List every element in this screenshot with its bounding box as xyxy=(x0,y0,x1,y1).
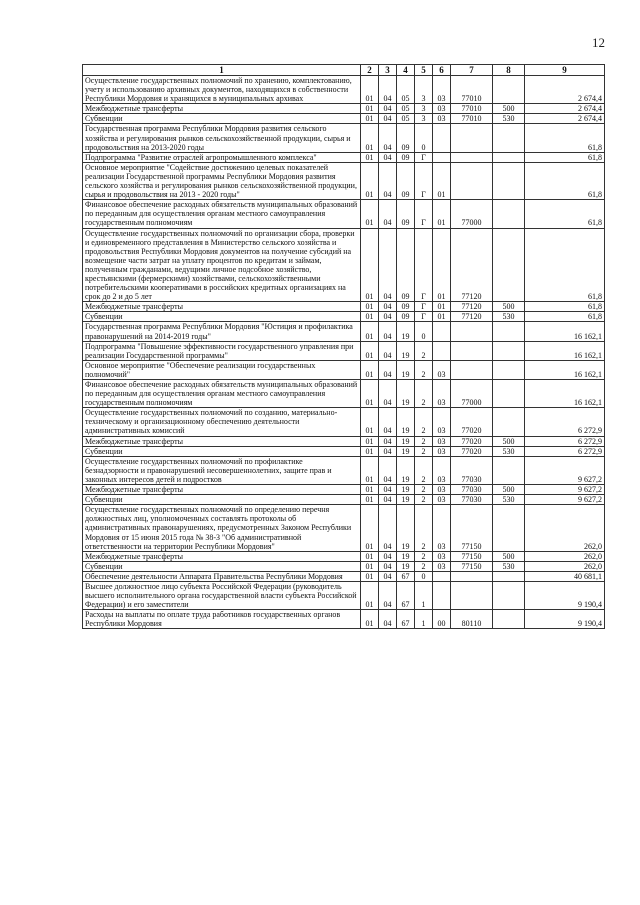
program-cell: 67 xyxy=(397,571,415,581)
amount-cell: 6 272,9 xyxy=(525,408,605,436)
amount-cell: 61,8 xyxy=(525,302,605,312)
expense-type-cell: 500 xyxy=(493,551,525,561)
amount-cell: 9 190,4 xyxy=(525,610,605,629)
subsection-cell: 04 xyxy=(379,436,397,446)
table-row xyxy=(83,408,605,436)
table-row xyxy=(83,152,605,162)
table-row xyxy=(83,228,605,302)
subsection-cell: 04 xyxy=(379,485,397,495)
direction-cell xyxy=(451,152,493,162)
name-cell: Межбюджетные трансферты xyxy=(83,302,361,312)
expense-type-cell: 500 xyxy=(493,436,525,446)
expense-type-cell: 500 xyxy=(493,302,525,312)
direction-cell: 77120 xyxy=(451,228,493,302)
subsection-cell: 04 xyxy=(379,360,397,379)
name-cell: Подпрограмма "Повышение эффективности государственного управления при реализации Государственной программы" xyxy=(83,341,361,360)
program-cell: 19 xyxy=(397,485,415,495)
direction-cell: 77120 xyxy=(451,302,493,312)
event-cell xyxy=(433,322,451,341)
program-cell: 67 xyxy=(397,610,415,629)
expense-type-cell xyxy=(493,76,525,104)
name-cell: Субвенции xyxy=(83,561,361,571)
name-cell: Субвенции xyxy=(83,446,361,456)
subprogram-cell: 2 xyxy=(415,456,433,484)
expense-type-cell xyxy=(493,456,525,484)
header-cell: 9 xyxy=(525,65,605,76)
direction-cell xyxy=(451,322,493,341)
table-row xyxy=(83,360,605,379)
table-row xyxy=(83,581,605,609)
subprogram-cell: Г xyxy=(415,228,433,302)
section-cell: 01 xyxy=(361,380,379,408)
subsection-cell: 04 xyxy=(379,312,397,322)
subsection-cell: 04 xyxy=(379,341,397,360)
event-cell: 03 xyxy=(433,114,451,124)
event-cell: 01 xyxy=(433,228,451,302)
expense-type-cell xyxy=(493,360,525,379)
subsection-cell: 04 xyxy=(379,551,397,561)
amount-cell: 61,8 xyxy=(525,312,605,322)
amount-cell: 262,0 xyxy=(525,551,605,561)
program-cell: 19 xyxy=(397,436,415,446)
event-cell: 03 xyxy=(433,485,451,495)
table-row xyxy=(83,571,605,581)
name-cell: Осуществление государственных полномочий по хранению, комплектованию, учету и использованию архивных документов, находящихся в собственности Республики Мордовия и хранящихся в муниципальных архивах xyxy=(83,76,361,104)
budget-table xyxy=(82,64,605,629)
program-cell: 67 xyxy=(397,581,415,609)
program-cell: 19 xyxy=(397,360,415,379)
name-cell: Межбюджетные трансферты xyxy=(83,436,361,446)
section-cell: 01 xyxy=(361,581,379,609)
section-cell: 01 xyxy=(361,312,379,322)
amount-cell: 2 674,4 xyxy=(525,114,605,124)
amount-cell: 61,8 xyxy=(525,228,605,302)
expense-type-cell: 530 xyxy=(493,561,525,571)
program-cell: 09 xyxy=(397,152,415,162)
subprogram-cell: Г xyxy=(415,162,433,199)
expense-type-cell: 530 xyxy=(493,312,525,322)
subsection-cell: 04 xyxy=(379,302,397,312)
table-row xyxy=(83,322,605,341)
header-cell: 6 xyxy=(433,65,451,76)
expense-type-cell xyxy=(493,380,525,408)
name-cell: Высшее должностное лицо субъекта Российской Федерации (руководитель высшего исполнительного органа государственной власти субъекта Российской Федерации) и его заместители xyxy=(83,581,361,609)
name-cell: Финансовое обеспечение расходных обязательств муниципальных образований по переданным для осуществления органам местного самоуправления государственным полномочиям xyxy=(83,200,361,228)
section-cell: 01 xyxy=(361,551,379,561)
subprogram-cell: 2 xyxy=(415,436,433,446)
amount-cell: 16 162,1 xyxy=(525,380,605,408)
subprogram-cell: 2 xyxy=(415,495,433,505)
subsection-cell: 04 xyxy=(379,408,397,436)
amount-cell: 40 681,1 xyxy=(525,571,605,581)
expense-type-cell: 530 xyxy=(493,446,525,456)
direction-cell xyxy=(451,124,493,152)
expense-type-cell: 500 xyxy=(493,104,525,114)
direction-cell: 77010 xyxy=(451,114,493,124)
header-cell: 1 xyxy=(83,65,361,76)
table-row xyxy=(83,456,605,484)
subsection-cell: 04 xyxy=(379,104,397,114)
direction-cell: 77020 xyxy=(451,436,493,446)
program-cell: 19 xyxy=(397,456,415,484)
table-row xyxy=(83,380,605,408)
section-cell: 01 xyxy=(361,408,379,436)
amount-cell: 2 674,4 xyxy=(525,104,605,114)
expense-type-cell xyxy=(493,581,525,609)
direction-cell xyxy=(451,162,493,199)
subprogram-cell: 3 xyxy=(415,104,433,114)
name-cell: Осуществление государственных полномочий по определению перечня должностных лиц, уполномоченных составлять протоколы об административных правонарушениях, предусмотренных Законом Республики Мордовия от 15 июня 2015 года № 38-З "Об административной ответственности на территории Республики Мордовия" xyxy=(83,505,361,551)
name-cell: Межбюджетные трансферты xyxy=(83,104,361,114)
program-cell: 09 xyxy=(397,200,415,228)
subsection-cell: 04 xyxy=(379,581,397,609)
event-cell: 03 xyxy=(433,104,451,114)
expense-type-cell: 500 xyxy=(493,485,525,495)
expense-type-cell: 530 xyxy=(493,114,525,124)
expense-type-cell xyxy=(493,162,525,199)
program-cell: 19 xyxy=(397,446,415,456)
event-cell xyxy=(433,581,451,609)
subsection-cell: 04 xyxy=(379,495,397,505)
direction-cell: 77150 xyxy=(451,551,493,561)
amount-cell: 9 627,2 xyxy=(525,495,605,505)
event-cell xyxy=(433,152,451,162)
subprogram-cell: 2 xyxy=(415,505,433,551)
table-row xyxy=(83,76,605,104)
table-row xyxy=(83,124,605,152)
amount-cell: 9 190,4 xyxy=(525,581,605,609)
section-cell: 01 xyxy=(361,322,379,341)
expense-type-cell: 530 xyxy=(493,495,525,505)
direction-cell: 77030 xyxy=(451,495,493,505)
subprogram-cell: 0 xyxy=(415,571,433,581)
section-cell: 01 xyxy=(361,485,379,495)
subprogram-cell: 2 xyxy=(415,561,433,571)
direction-cell: 77120 xyxy=(451,312,493,322)
section-cell: 01 xyxy=(361,152,379,162)
expense-type-cell xyxy=(493,571,525,581)
name-cell: Государственная программа Республики Мордовия "Юстиция и профилактика правонарушений на 2014-2019 годы" xyxy=(83,322,361,341)
amount-cell: 61,8 xyxy=(525,124,605,152)
program-cell: 09 xyxy=(397,162,415,199)
subprogram-cell: 3 xyxy=(415,114,433,124)
amount-cell: 6 272,9 xyxy=(525,446,605,456)
event-cell: 03 xyxy=(433,495,451,505)
subsection-cell: 04 xyxy=(379,152,397,162)
event-cell: 01 xyxy=(433,162,451,199)
subprogram-cell: 0 xyxy=(415,322,433,341)
amount-cell: 6 272,9 xyxy=(525,436,605,446)
subprogram-cell: Г xyxy=(415,312,433,322)
name-cell: Основное мероприятие "Содействие достижению целевых показателей реализации Государственной программы Республики Мордовия развития сельского хозяйства и регулирования рынков сельскохозяйственной продукции, сырья и продовольствия на 2013 - 2020 годы" xyxy=(83,162,361,199)
program-cell: 19 xyxy=(397,495,415,505)
subsection-cell: 04 xyxy=(379,228,397,302)
program-cell: 05 xyxy=(397,104,415,114)
name-cell: Государственная программа Республики Мордовия развития сельского хозяйства и регулирования рынков сельскохозяйственной продукции, сырья и продовольствия на 2013-2020 годы xyxy=(83,124,361,152)
subprogram-cell: 2 xyxy=(415,408,433,436)
table-row xyxy=(83,104,605,114)
event-cell xyxy=(433,124,451,152)
expense-type-cell xyxy=(493,152,525,162)
name-cell: Подпрограмма "Развитие отраслей агропромышленного комплекса" xyxy=(83,152,361,162)
direction-cell: 77030 xyxy=(451,485,493,495)
section-cell: 01 xyxy=(361,436,379,446)
expense-type-cell xyxy=(493,408,525,436)
section-cell: 01 xyxy=(361,76,379,104)
section-cell: 01 xyxy=(361,360,379,379)
subsection-cell: 04 xyxy=(379,610,397,629)
direction-cell: 80110 xyxy=(451,610,493,629)
expense-type-cell xyxy=(493,505,525,551)
amount-cell: 61,8 xyxy=(525,200,605,228)
header-cell: 7 xyxy=(451,65,493,76)
event-cell: 03 xyxy=(433,408,451,436)
amount-cell: 61,8 xyxy=(525,162,605,199)
table-row xyxy=(83,302,605,312)
program-cell: 05 xyxy=(397,114,415,124)
table-header-row xyxy=(83,65,605,76)
section-cell: 01 xyxy=(361,114,379,124)
subprogram-cell: 2 xyxy=(415,341,433,360)
expense-type-cell xyxy=(493,610,525,629)
program-cell: 19 xyxy=(397,561,415,571)
direction-cell: 77010 xyxy=(451,76,493,104)
event-cell xyxy=(433,341,451,360)
event-cell: 01 xyxy=(433,200,451,228)
section-cell: 01 xyxy=(361,104,379,114)
table-row xyxy=(83,341,605,360)
name-cell: Межбюджетные трансферты xyxy=(83,485,361,495)
amount-cell: 262,0 xyxy=(525,561,605,571)
name-cell: Субвенции xyxy=(83,312,361,322)
name-cell: Субвенции xyxy=(83,114,361,124)
subsection-cell: 04 xyxy=(379,76,397,104)
section-cell: 01 xyxy=(361,571,379,581)
table-row xyxy=(83,561,605,571)
program-cell: 19 xyxy=(397,322,415,341)
event-cell: 01 xyxy=(433,312,451,322)
amount-cell: 2 674,4 xyxy=(525,76,605,104)
name-cell: Основное мероприятие "Обеспечение реализации государственных полномочий" xyxy=(83,360,361,379)
section-cell: 01 xyxy=(361,124,379,152)
subprogram-cell: Г xyxy=(415,200,433,228)
subprogram-cell: 1 xyxy=(415,610,433,629)
direction-cell: 77150 xyxy=(451,561,493,571)
section-cell: 01 xyxy=(361,495,379,505)
subprogram-cell: 2 xyxy=(415,360,433,379)
table-body xyxy=(83,76,605,629)
name-cell: Финансовое обеспечение расходных обязательств муниципальных образований по переданным для осуществления органам местного самоуправления государственным полномочиям xyxy=(83,380,361,408)
section-cell: 01 xyxy=(361,456,379,484)
name-cell: Осуществление государственных полномочий по организации сбора, проверки и единовременного представления в Министерство сельского хозяйства и продовольствия Республики Мордовия документов на получение субсидий на возмещение части затрат на уплату процентов по кредитам и займам, полученным гражданами, ведущими личное подсобное хозяйство, крестьянскими (фермерскими) хозяйствами, сельскохозяйственными потребительскими кооперативами в российских кредитных организациях на срок до 2 и до 5 лет xyxy=(83,228,361,302)
event-cell: 03 xyxy=(433,380,451,408)
section-cell: 01 xyxy=(361,446,379,456)
program-cell: 09 xyxy=(397,228,415,302)
program-cell: 19 xyxy=(397,341,415,360)
subsection-cell: 04 xyxy=(379,162,397,199)
subsection-cell: 04 xyxy=(379,505,397,551)
subsection-cell: 04 xyxy=(379,322,397,341)
program-cell: 09 xyxy=(397,302,415,312)
header-cell: 3 xyxy=(379,65,397,76)
expense-type-cell xyxy=(493,341,525,360)
amount-cell: 9 627,2 xyxy=(525,485,605,495)
table-row xyxy=(83,495,605,505)
subprogram-cell: 2 xyxy=(415,446,433,456)
amount-cell: 262,0 xyxy=(525,505,605,551)
program-cell: 09 xyxy=(397,124,415,152)
subsection-cell: 04 xyxy=(379,124,397,152)
section-cell: 01 xyxy=(361,505,379,551)
program-cell: 05 xyxy=(397,76,415,104)
amount-cell: 9 627,2 xyxy=(525,456,605,484)
table-row xyxy=(83,485,605,495)
subsection-cell: 04 xyxy=(379,571,397,581)
subsection-cell: 04 xyxy=(379,200,397,228)
name-cell: Осуществление государственных полномочий по профилактике безнадзорности и правонарушений несовершеннолетних, защите прав и законных интересов детей и подростков xyxy=(83,456,361,484)
name-cell: Обеспечение деятельности Аппарата Правительства Республики Мордовия xyxy=(83,571,361,581)
section-cell: 01 xyxy=(361,228,379,302)
subsection-cell: 04 xyxy=(379,456,397,484)
event-cell: 03 xyxy=(433,561,451,571)
direction-cell: 77000 xyxy=(451,380,493,408)
subprogram-cell: 3 xyxy=(415,76,433,104)
event-cell: 03 xyxy=(433,505,451,551)
direction-cell xyxy=(451,341,493,360)
header-cell: 5 xyxy=(415,65,433,76)
section-cell: 01 xyxy=(361,561,379,571)
name-cell: Субвенции xyxy=(83,495,361,505)
direction-cell xyxy=(451,571,493,581)
event-cell: 03 xyxy=(433,360,451,379)
expense-type-cell xyxy=(493,200,525,228)
subprogram-cell: 2 xyxy=(415,485,433,495)
table-row xyxy=(83,162,605,199)
program-cell: 19 xyxy=(397,551,415,561)
section-cell: 01 xyxy=(361,302,379,312)
subprogram-cell: 0 xyxy=(415,124,433,152)
event-cell: 03 xyxy=(433,551,451,561)
table-row xyxy=(83,446,605,456)
event-cell: 03 xyxy=(433,456,451,484)
event-cell: 00 xyxy=(433,610,451,629)
subsection-cell: 04 xyxy=(379,380,397,408)
direction-cell: 77030 xyxy=(451,456,493,484)
table-row xyxy=(83,312,605,322)
subsection-cell: 04 xyxy=(379,114,397,124)
direction-cell xyxy=(451,360,493,379)
header-cell: 8 xyxy=(493,65,525,76)
program-cell: 19 xyxy=(397,380,415,408)
direction-cell: 77150 xyxy=(451,505,493,551)
direction-cell: 77000 xyxy=(451,200,493,228)
amount-cell: 16 162,1 xyxy=(525,322,605,341)
direction-cell: 77020 xyxy=(451,408,493,436)
subprogram-cell: Г xyxy=(415,152,433,162)
expense-type-cell xyxy=(493,124,525,152)
section-cell: 01 xyxy=(361,341,379,360)
table-row xyxy=(83,610,605,629)
expense-type-cell xyxy=(493,322,525,341)
section-cell: 01 xyxy=(361,162,379,199)
table-row xyxy=(83,551,605,561)
table-row xyxy=(83,505,605,551)
amount-cell: 61,8 xyxy=(525,152,605,162)
subprogram-cell: 1 xyxy=(415,581,433,609)
subprogram-cell: 2 xyxy=(415,551,433,561)
expense-type-cell xyxy=(493,228,525,302)
name-cell: Осуществление государственных полномочий по созданию, материально-техническому и организационному обеспечению деятельности административных комиссий xyxy=(83,408,361,436)
direction-cell xyxy=(451,581,493,609)
program-cell: 09 xyxy=(397,312,415,322)
amount-cell: 16 162,1 xyxy=(525,341,605,360)
event-cell: 01 xyxy=(433,302,451,312)
direction-cell: 77020 xyxy=(451,446,493,456)
event-cell: 03 xyxy=(433,76,451,104)
name-cell: Межбюджетные трансферты xyxy=(83,551,361,561)
event-cell xyxy=(433,571,451,581)
name-cell: Расходы на выплаты по оплате труда работников государственных органов Республики Мордовия xyxy=(83,610,361,629)
header-cell: 2 xyxy=(361,65,379,76)
amount-cell: 16 162,1 xyxy=(525,360,605,379)
subsection-cell: 04 xyxy=(379,446,397,456)
table-row xyxy=(83,436,605,446)
table-row xyxy=(83,200,605,228)
event-cell: 03 xyxy=(433,446,451,456)
section-cell: 01 xyxy=(361,200,379,228)
page-number: 12 xyxy=(592,35,605,50)
program-cell: 19 xyxy=(397,505,415,551)
table-row xyxy=(83,114,605,124)
subprogram-cell: 2 xyxy=(415,380,433,408)
event-cell: 03 xyxy=(433,436,451,446)
subsection-cell: 04 xyxy=(379,561,397,571)
subprogram-cell: Г xyxy=(415,302,433,312)
direction-cell: 77010 xyxy=(451,104,493,114)
program-cell: 19 xyxy=(397,408,415,436)
section-cell: 01 xyxy=(361,610,379,629)
header-cell: 4 xyxy=(397,65,415,76)
